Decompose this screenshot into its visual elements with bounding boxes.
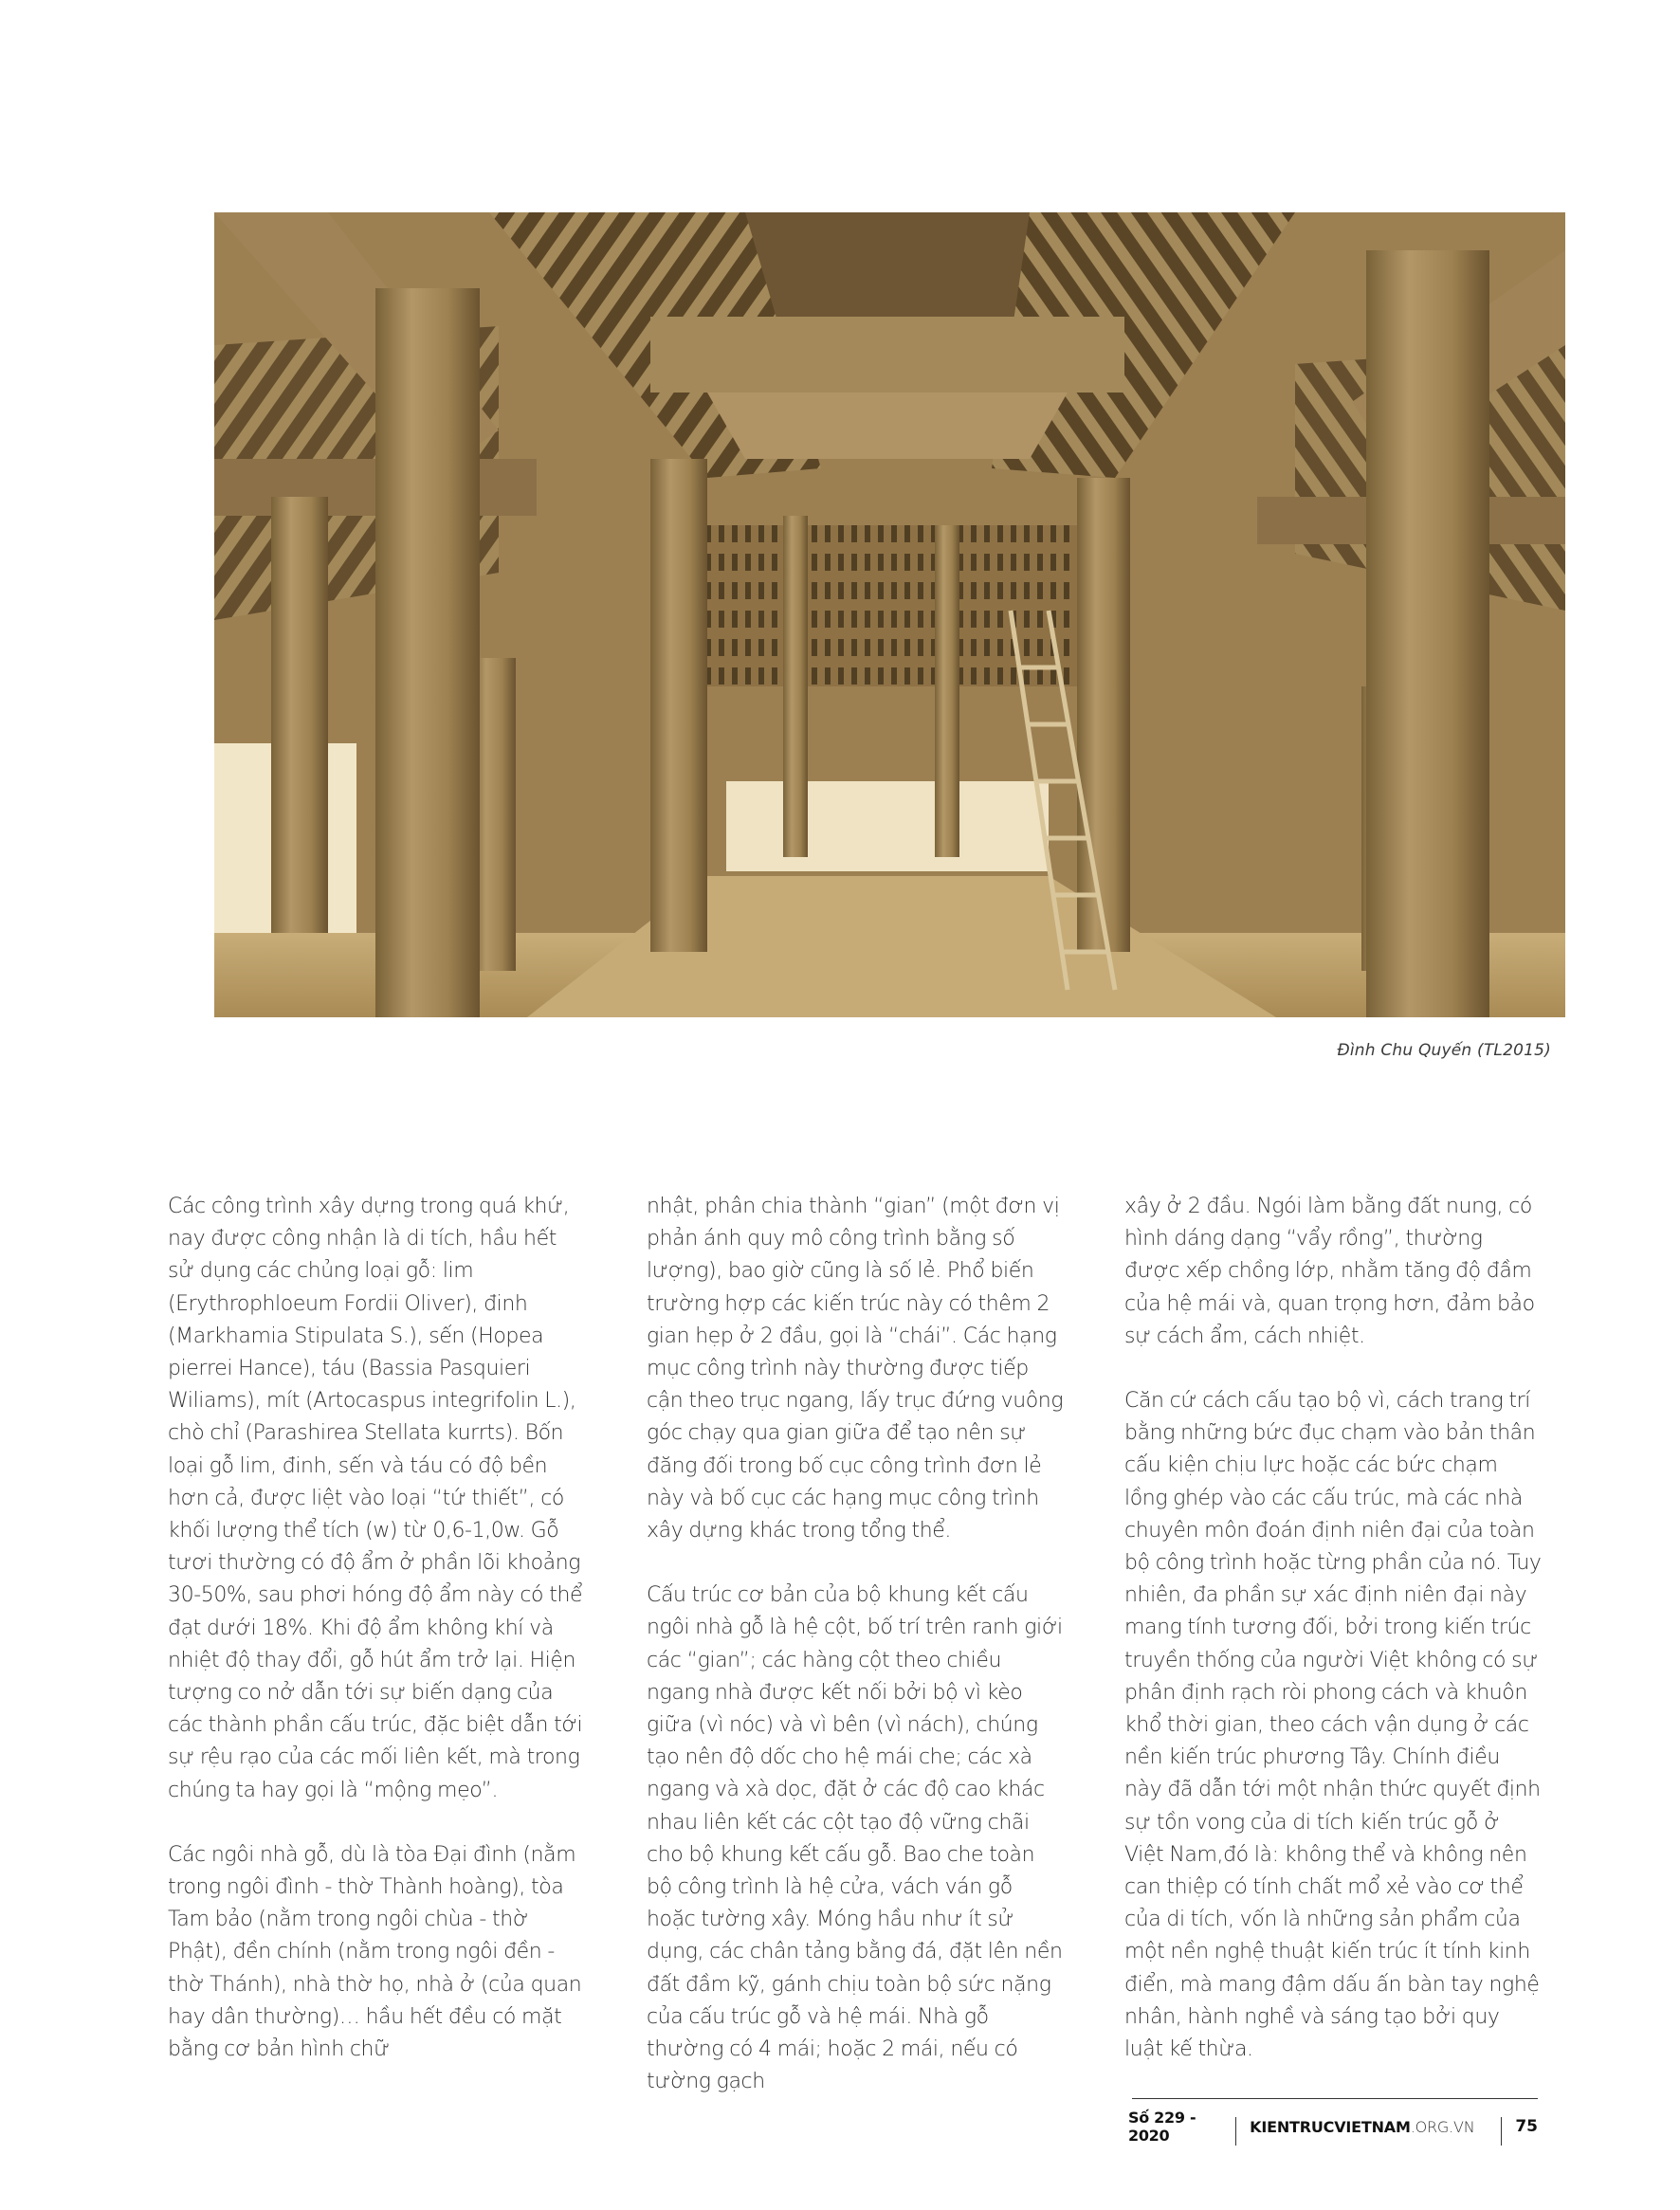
column-far-2: [935, 525, 959, 857]
page-number: 75: [1515, 2117, 1538, 2136]
column-side-left: [271, 497, 328, 933]
column-mid-left: [650, 459, 707, 952]
paragraph: xây ở 2 đầu. Ngói làm bằng đất nung, có hình dáng dạng “vẩy rồng”, thường được xếp chồng lớp, nhằm tăng độ đầm của hệ mái và, quan trọng hơn, đảm bảo sự cách ẩm, cách nhiệt.: [1124, 1195, 1535, 1348]
column-near-right: [1366, 250, 1489, 1017]
paragraph: nhật, phân chia thành “gian” (một đơn vị phản ánh quy mô công trình bằng số lượng), bao giờ cũng là số lẻ. Phổ biến trường hợp các kiến trúc này có thêm 2 gian hẹp ở 2 đầu, gọi là “chái”. Các hạng mục công trình này thường được tiếp cận theo trục ngang, lấy trục đứng vuông góc chạy qua gian giữa để tạo nên sự đăng đối trong bố cục công trình đơn lẻ này và bố cục các hạng mục công trình xây dựng khác trong tổng thể.: [647, 1195, 1064, 1543]
ceiling-panel: [707, 393, 1068, 459]
page-footer: [1109, 2098, 1538, 2144]
column-near-left: [375, 288, 480, 1017]
beam-top: [650, 317, 1124, 393]
website-name: KIENTRUCVIETNAM: [1250, 2117, 1411, 2136]
photo-caption: Đình Chu Quyến (TL2015): [1337, 1041, 1551, 1060]
paragraph: Các công trình xây dựng trong quá khứ, nay được công nhận là di tích, hầu hết sử dụng các chủng loại gỗ: lim (Erythrophloeum Fordii Oliver), đinh (Markhamia Stipulata S.), sến (Hopea pierrei Hance), táu (Bassia Pasquieri Wiliams), mít (Artocaspus integrifolin L.), chò chỉ (Parashirea Stellata kurrts). Bốn loại gỗ lim, đinh, sến và táu có độ bền hơn cả, được liệt vào loại “tứ thiết”, có khối lượng thể tích (w) từ 0,6-1,0w. Gỗ tươi thường có độ ẩm ở phần lõi khoảng 30-50%, sau phơi hóng độ ẩm này có thể đạt dưới 18%. Khi độ ẩm không khí và nhiệt độ thay đổi, gỗ hút ẩm trở lại. Hiện tượng co nở dẫn tới sự biến dạng của các thành phần cấu trúc, đặc biệt dẫn tới sự rệu rạo của các mối liên kết, mà trong chúng ta hay gọi là “mộng mẹo”.: [168, 1195, 583, 1802]
text-column-3: [1124, 1191, 1542, 2098]
paragraph: Các ngôi nhà gỗ, dù là tòa Đại đình (nằm trong ngôi đình - thờ Thành hoàng), tòa Tam bảo (nằm trong ngôi chùa - thờ Phật), đền chính (nằm trong ngôi đền - thờ Thánh), nhà thờ họ, nhà ở (của quan hay dân thường)… hầu hết đều có mặt bằng cơ bản hình chữ: [168, 1842, 582, 2062]
column-far-1: [783, 516, 808, 857]
issue-number: Số 229 - 2020: [1128, 2109, 1196, 2145]
text-column-1: [168, 1191, 585, 2098]
inner-ceiling: [660, 525, 1115, 686]
paragraph: Căn cứ cách cấu tạo bộ vì, cách trang trí bằng những bức đục chạm vào bản thân cấu kiện chịu lực hoặc các bức chạm lồng ghép vào các cấu trúc, mà các nhà chuyên môn đoán định niên đại của toàn bộ công trình hoặc từng phần của nó. Tuy nhiên, đa phần sự xác định niên đại này mang tính tương đối, bởi trong kiến trúc truyền thống của người Việt không có sự phân định rạch ròi phong cách và khuôn khổ thời gian, theo cách vận dụng ở các nền kiến trúc phương Tây. Chính điều này đã dẫn tới một nhận thức quyết định sự tồn vong của di tích kiến trúc gỗ ở Việt Nam,đó là: không thể và không nên can thiệp có tính chất mổ xẻ vào cơ thể của di tích, vốn là những sản phẩm của một nền nghệ thuật kiến trúc ít tính kinh điển, mà mang đậm dấu ấn bàn tay nghệ nhân, hành nghề và sáng tạo bởi quy luật kế thừa.: [1124, 1389, 1542, 2062]
footer-rule: [1132, 2098, 1538, 2099]
website-domain: .ORG.VN: [1410, 2117, 1475, 2136]
website-link[interactable]: [1236, 2118, 1501, 2136]
paragraph: Cấu trúc cơ bản của bộ khung kết cấu ngôi nhà gỗ là hệ cột, bố trí trên ranh giới các “gian”; các hàng cột theo chiều ngang nhà được kết nối bởi bộ vì kèo giữa (vì nóc) và vì bên (vì nách), chúng tạo nên độ dốc cho hệ mái che; các xà ngang và xà dọc, đặt ở các độ cao khác nhau liên kết các cột tạo độ vững chãi cho bộ khung kết cấu gỗ. Bao che toàn bộ công trình là hệ cửa, vách ván gỗ hoặc tường xây. Móng hầu như ít sử dụng, các chân tảng bằng đá, đặt lên nền đất đầm kỹ, gánh chịu toàn bộ sức nặng của cấu trúc gỗ và hệ mái. Nhà gỗ thường có 4 mái; hoặc 2 mái, nếu có tường gạch: [647, 1583, 1063, 2094]
temple-interior-photo: [214, 212, 1565, 1017]
far-opening: [726, 781, 1049, 871]
photo-illustration: [214, 212, 1565, 1017]
column-mid-right: [1077, 478, 1130, 952]
text-column-2: [647, 1191, 1064, 2130]
